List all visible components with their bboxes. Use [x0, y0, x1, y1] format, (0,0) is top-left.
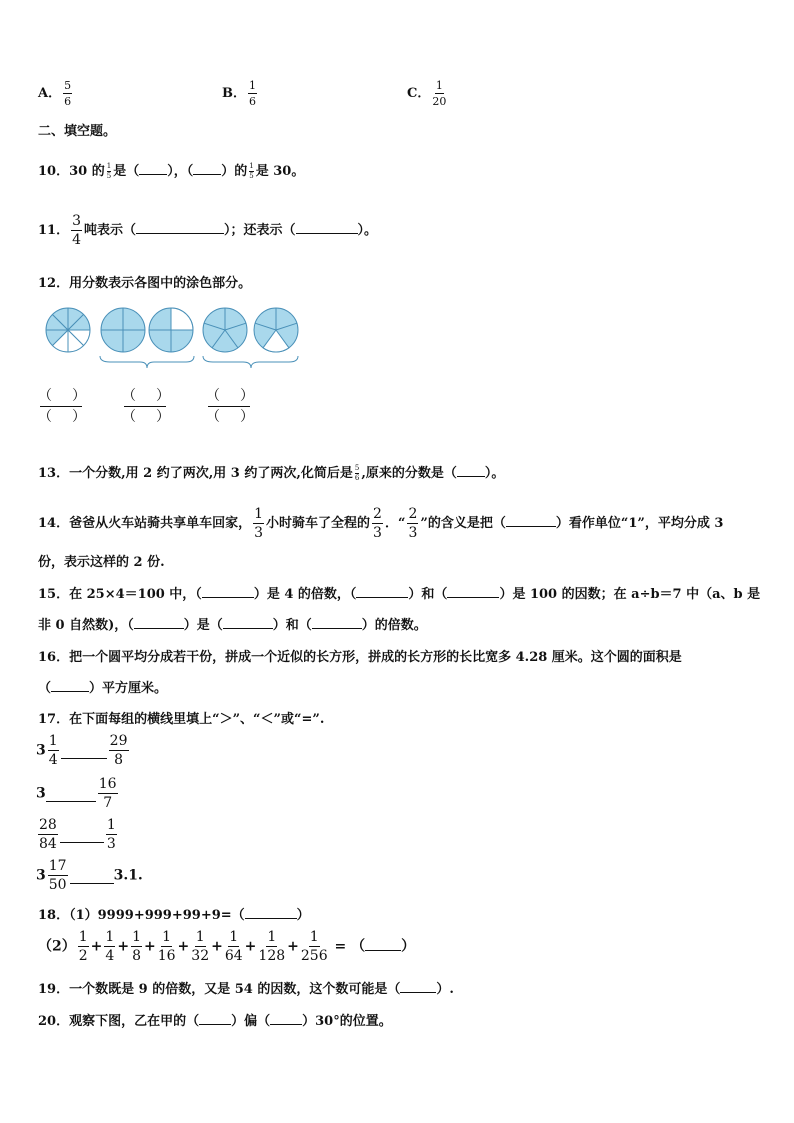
- question-16-line2: [38, 677, 167, 696]
- numerator: 1: [106, 817, 116, 833]
- numerator: 1: [229, 929, 239, 945]
- q13-text: ）。: [484, 466, 505, 481]
- denominator: 3: [408, 525, 418, 541]
- q14-text: ）看作单位“1”，平均分成 3: [555, 516, 724, 531]
- fraction: [98, 777, 118, 810]
- question-18-part1: [38, 904, 310, 923]
- paren: ）: [240, 409, 254, 425]
- numerator: 17: [48, 858, 67, 874]
- denominator: 7: [103, 795, 113, 811]
- answer-blank[interactable]: [134, 628, 184, 629]
- answer-blank[interactable]: [457, 476, 485, 477]
- choice-letter: C．: [407, 86, 431, 101]
- plus-sign: +: [244, 938, 257, 955]
- circle-fifths-full: [203, 308, 247, 352]
- plus-sign: +: [143, 938, 156, 955]
- answer-blank[interactable]: [506, 526, 556, 527]
- numerator: 3: [72, 213, 82, 229]
- question-17: 17．在下面每组的横线里填上“＞”、“＜”或“=”.: [38, 712, 325, 727]
- fraction: [38, 818, 58, 851]
- q18-text: 18．（1）9999+999+99+9=（: [38, 908, 245, 923]
- fraction: [225, 930, 243, 963]
- denominator: 8: [132, 948, 141, 964]
- whole-number: 3: [36, 785, 46, 802]
- denominator: 3: [106, 836, 116, 852]
- denominator: 128: [258, 948, 286, 964]
- q18-label: （2）: [38, 938, 76, 955]
- fraction: [107, 163, 111, 180]
- compare-row-2: [36, 777, 120, 810]
- circle-eighths: [46, 308, 90, 352]
- q18-text: （: [351, 938, 366, 955]
- denominator: 256: [300, 948, 328, 964]
- answer-blank[interactable]: [199, 1024, 231, 1025]
- numerator: 5: [64, 79, 72, 92]
- fraction: [63, 80, 72, 107]
- numerator: 2: [408, 506, 418, 522]
- answer-blank[interactable]: [202, 597, 254, 598]
- numerator: 1: [106, 162, 112, 170]
- numerator: 1: [48, 733, 58, 749]
- answer-fraction-2[interactable]: [122, 386, 170, 427]
- q14-text: 小时骑车了全程的: [266, 516, 371, 531]
- numerator: 1: [105, 929, 115, 945]
- paren: （: [38, 388, 52, 404]
- q20-text: ）偏（: [231, 1014, 271, 1029]
- answer-blank[interactable]: [296, 233, 358, 234]
- q15-text: ）是 4 的倍数，（: [253, 587, 357, 602]
- compare-value: 3.1.: [113, 867, 143, 884]
- compare-row-4: [36, 859, 143, 892]
- equals-sign: =: [334, 938, 347, 955]
- numerator: 1: [78, 929, 88, 945]
- fraction: [372, 507, 383, 540]
- denominator: 4: [48, 752, 58, 768]
- paren: ）: [72, 388, 86, 404]
- answer-blank[interactable]: [136, 233, 224, 234]
- brace-right: [203, 356, 298, 368]
- question-19: [38, 978, 454, 997]
- q11-text: ）；还表示（: [224, 223, 296, 238]
- answer-blank[interactable]: [447, 597, 499, 598]
- answer-blank[interactable]: [223, 628, 273, 629]
- fraction: [249, 163, 253, 180]
- fraction: [432, 80, 446, 107]
- answer-blank[interactable]: [270, 1024, 302, 1025]
- q19-text: 19．一个数既是 9 的倍数，又是 54 的因数，这个数可能是（: [38, 982, 401, 997]
- fraction: [48, 734, 59, 767]
- question-15-line2: [38, 614, 427, 633]
- answer-blank[interactable]: [193, 174, 221, 175]
- fraction: [407, 507, 418, 540]
- fraction: [355, 465, 359, 482]
- paren: ）: [156, 388, 170, 404]
- numerator: 1: [254, 506, 264, 522]
- answer-fraction-1[interactable]: [38, 386, 86, 427]
- numerator: 1: [309, 929, 319, 945]
- q10-text: 10．30 的: [38, 164, 105, 179]
- denominator: 64: [224, 948, 243, 964]
- paren: ）: [240, 388, 254, 404]
- fraction: [301, 930, 328, 963]
- q15-text: 非 0 自然数)，（: [38, 618, 134, 633]
- brace-left: [100, 356, 194, 368]
- q10-text: 是（: [113, 164, 140, 179]
- denominator: 6: [354, 474, 360, 482]
- fraction: [248, 80, 257, 107]
- q16-text: （: [38, 681, 52, 696]
- answer-blank[interactable]: [365, 950, 401, 951]
- fraction: [158, 930, 176, 963]
- fraction: [258, 930, 285, 963]
- compare-blank[interactable]: [61, 758, 107, 759]
- q20-text: 20．观察下图，乙在甲的（: [38, 1014, 200, 1029]
- choice-c: [407, 80, 448, 107]
- paren: ）: [72, 409, 86, 425]
- q19-text: ）.: [436, 982, 454, 997]
- section-title: 二、填空题。: [38, 124, 117, 139]
- numerator: 1: [249, 162, 254, 170]
- numerator: 1: [267, 929, 277, 945]
- q15-text: ）是 100 的因数；在 a÷b＝7 中（a、b 是: [499, 587, 761, 602]
- numerator: 1: [195, 929, 205, 945]
- fraction: [48, 859, 68, 892]
- q15-text: ）的倍数。: [361, 618, 427, 633]
- denominator: 3: [254, 525, 264, 541]
- question-10: [38, 160, 304, 180]
- numerator: 5: [354, 464, 360, 472]
- denominator: 8: [114, 752, 124, 768]
- fraction: [191, 930, 209, 963]
- q20-text: ）30°的位置。: [302, 1014, 392, 1029]
- denominator: 5: [249, 172, 254, 180]
- question-15: [38, 583, 760, 602]
- numerator: 28: [39, 817, 57, 833]
- q15-text: 15．在 25×4＝100 中，（: [38, 587, 202, 602]
- paren: （: [122, 388, 136, 404]
- choice-letter: A．: [38, 86, 62, 101]
- choice-b: [222, 80, 259, 107]
- q11-text: 吨表示（: [84, 223, 137, 238]
- answer-fraction-3[interactable]: [206, 386, 254, 427]
- denominator: 50: [48, 877, 67, 893]
- paren: ）: [156, 409, 170, 425]
- q10-text: ），（: [167, 164, 194, 179]
- plus-sign: +: [117, 938, 130, 955]
- fraction: [78, 930, 89, 963]
- numerator: 1: [249, 79, 256, 92]
- plus-sign: +: [177, 938, 190, 955]
- q11-number: 11．: [38, 223, 70, 238]
- answer-blank[interactable]: [356, 597, 408, 598]
- compare-row-1: [36, 734, 131, 767]
- denominator: 3: [373, 525, 382, 541]
- whole-number: 3: [36, 742, 46, 759]
- answer-blank[interactable]: [51, 691, 89, 692]
- denominator: 4: [72, 232, 82, 248]
- question-20: [38, 1010, 392, 1029]
- question-11: [38, 214, 377, 247]
- denominator: 20: [432, 95, 447, 108]
- numerator: 1: [162, 929, 172, 945]
- paren: （: [206, 388, 220, 404]
- question-13: [38, 462, 504, 482]
- denominator: 6: [249, 95, 256, 108]
- fraction: [71, 214, 82, 247]
- plus-sign: +: [211, 938, 223, 955]
- fraction: [109, 734, 129, 767]
- denominator: 2: [78, 948, 88, 964]
- question-14-line2: 份，表示这样的 2 份.: [38, 555, 165, 570]
- plus-sign: +: [90, 938, 103, 955]
- whole-number: 3: [36, 867, 46, 884]
- denominator: 16: [157, 948, 176, 964]
- denominator: 84: [39, 836, 57, 852]
- fraction: [253, 507, 264, 540]
- denominator: 4: [105, 948, 115, 964]
- q16-text: ）平方厘米。: [89, 681, 168, 696]
- q15-text: ）是（: [183, 618, 223, 633]
- answer-blank[interactable]: [400, 992, 436, 993]
- question-16: 16．把一个圆平均分成若干份，拼成一个近似的长方形，拼成的长方形的长比宽多 4.28 厘米。这个圆的面积是: [38, 650, 682, 665]
- compare-row-3: [36, 818, 119, 851]
- paren: （: [206, 409, 220, 425]
- fraction: [106, 818, 117, 851]
- paren: （: [38, 409, 52, 425]
- denominator: 5: [106, 172, 112, 180]
- q18-text: ）: [401, 938, 416, 955]
- compare-blank[interactable]: [46, 801, 96, 802]
- circle-quarters-full: [101, 308, 145, 352]
- choice-letter: B．: [222, 86, 246, 101]
- compare-blank[interactable]: [60, 842, 104, 843]
- shaded-circles-figure: [40, 302, 310, 370]
- answer-blank[interactable]: [245, 918, 297, 919]
- q18-text: ）: [296, 908, 310, 923]
- plus-sign: +: [287, 938, 299, 955]
- paren: （: [122, 409, 136, 425]
- q10-text: 是 30。: [255, 164, 305, 179]
- choice-a: [38, 80, 74, 107]
- compare-blank[interactable]: [70, 883, 114, 884]
- q14-text: ”的含义是把（: [420, 516, 506, 531]
- denominator: 6: [64, 95, 72, 108]
- circle-quarters-three: [149, 308, 193, 352]
- question-18-part2: [38, 930, 415, 963]
- q11-text: ）。: [357, 223, 378, 238]
- answer-blank[interactable]: [312, 628, 362, 629]
- numerator: 1: [435, 79, 443, 92]
- q13-text: ,原来的分数是（: [361, 466, 457, 481]
- q15-text: ）和（: [272, 618, 312, 633]
- q14-text: 14．爸爸从火车站骑共享单车回家，: [38, 516, 252, 531]
- q13-text: 13．一个分数,用 2 约了两次,用 3 约了两次,化简后是: [38, 466, 353, 481]
- q14-text: ．“: [384, 516, 406, 531]
- denominator: 32: [191, 948, 210, 964]
- fraction: [104, 930, 115, 963]
- question-14: [38, 507, 723, 540]
- numerator: 2: [373, 506, 382, 522]
- circle-fifths-four: [254, 308, 298, 352]
- q10-text: ）的: [221, 164, 248, 179]
- question-12: 12．用分数表示各图中的涂色部分。: [38, 276, 252, 291]
- answer-blank[interactable]: [139, 174, 167, 175]
- fraction: [131, 930, 142, 963]
- numerator: 29: [109, 733, 128, 749]
- q15-text: ）和（: [408, 587, 448, 602]
- numerator: 16: [98, 776, 117, 792]
- numerator: 1: [132, 929, 141, 945]
